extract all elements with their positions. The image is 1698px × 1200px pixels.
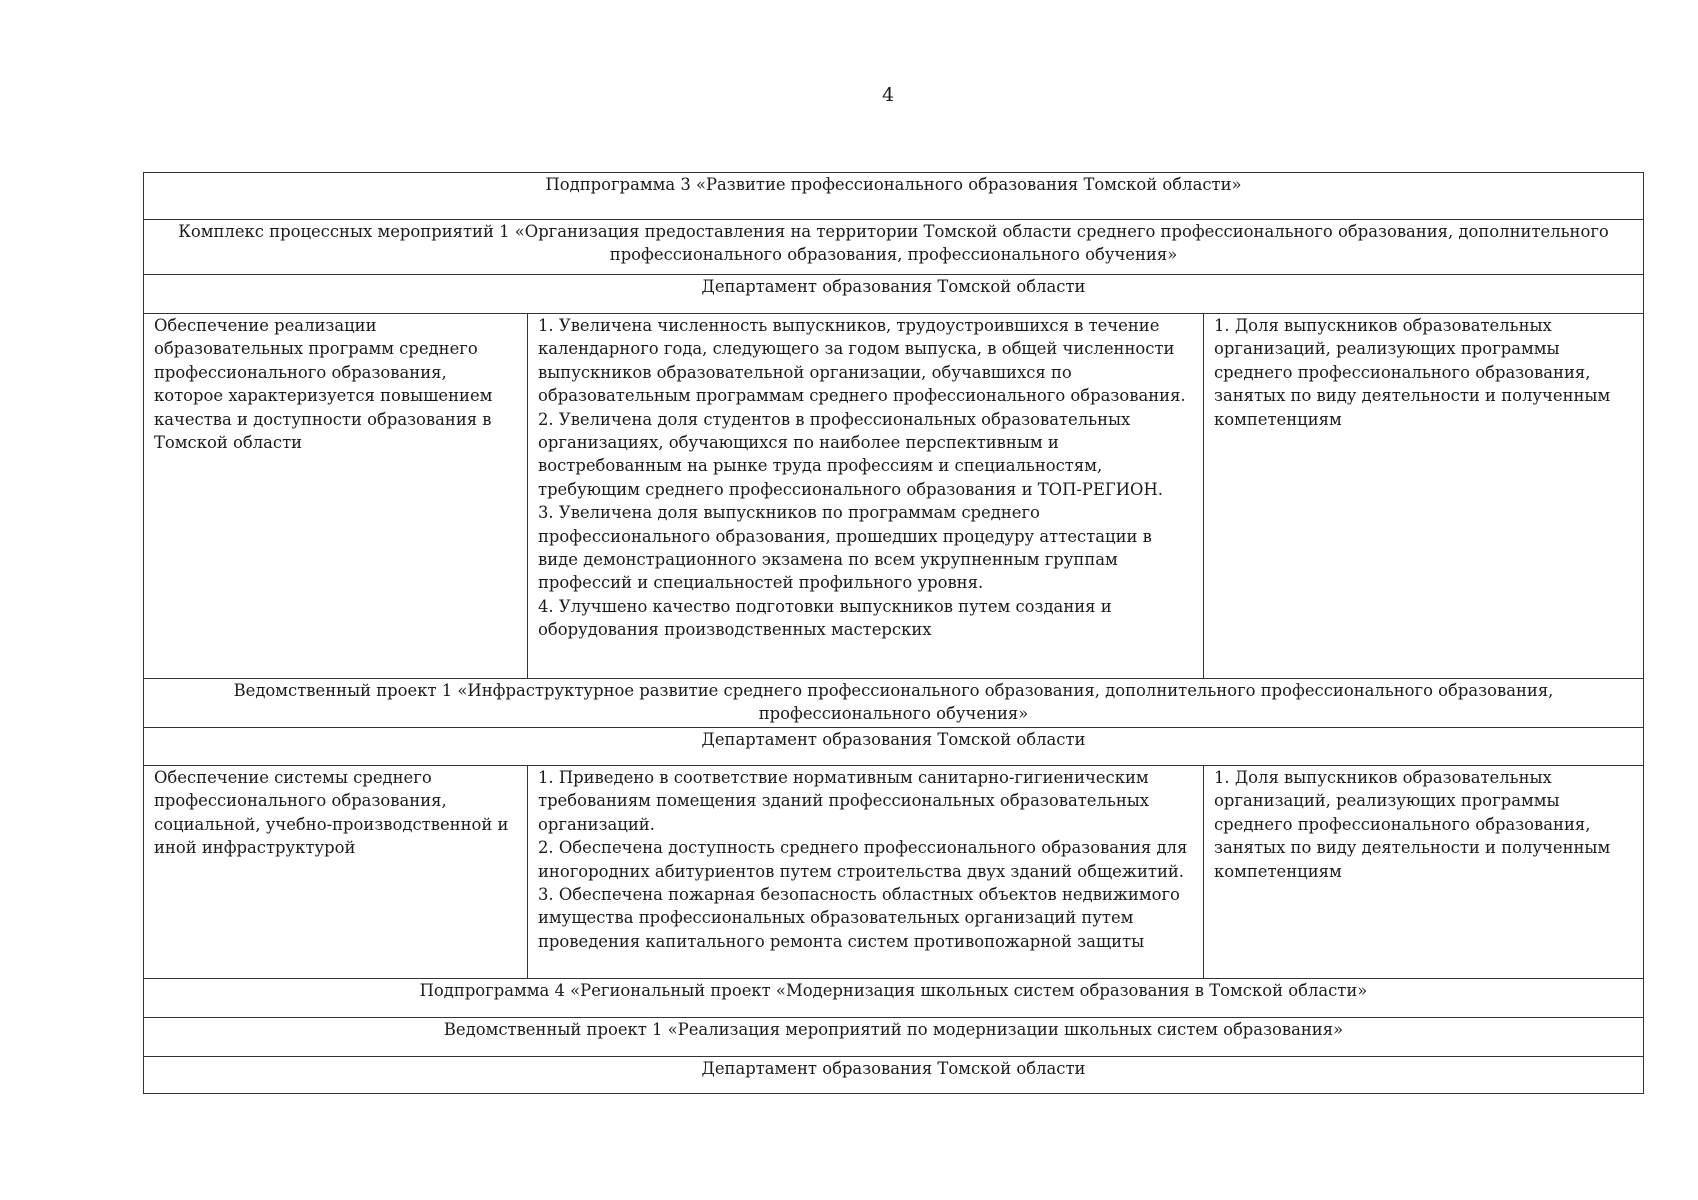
subprogram-3-row	[144, 173, 1644, 220]
page-number: 4	[881, 84, 895, 106]
task-cell-2: Обеспечение системы среднего профессионального образования, социальной, учебно-производственной и иной инфраструктурой	[144, 766, 528, 979]
task-cell-1: Обеспечение реализации образовательных программ среднего профессионального образования, которое характеризуется повышением качества и доступности образования в Томской области	[144, 314, 528, 679]
process-complex-1-heading: Комплекс процессных мероприятий 1 «Организация предоставления на территории Томской области среднего профессионального образования, дополнительного профессионального образования, профессионального обучения»	[144, 220, 1644, 275]
project-1-sub4-row	[144, 1018, 1644, 1057]
result-item: 1. Увеличена численность выпускников, трудоустроившихся в течение календарного года, следующего за годом выпуска, в общей численности выпускников образовательной организации, обучавшихся по образовательным программам среднего профессионального образования.	[538, 316, 1186, 406]
departmental-project-1-sub4-heading: Ведомственный проект 1 «Реализация мероприятий по модернизации школьных систем образования»	[144, 1018, 1644, 1057]
department-heading-1: Департамент образования Томской области	[144, 275, 1644, 314]
departmental-project-1-heading: Ведомственный проект 1 «Инфраструктурное развитие среднего профессионального образования, дополнительного профессионального образования, профессионального обучения»	[144, 679, 1644, 728]
table-row	[144, 766, 1644, 979]
program-table	[143, 172, 1644, 1094]
department-1-row	[144, 275, 1644, 314]
department-heading-3: Департамент образования Томской области	[144, 1057, 1644, 1094]
result-item: 2. Увеличена доля студентов в профессиональных образовательных организациях, обучающихся по наиболее перспективным и востребованным на рынке труда профессиям и специальностям, требующим среднего профессионального образования и ТОП-РЕГИОН.	[538, 409, 1163, 499]
result-item: 3. Обеспечена пожарная безопасность областных объектов недвижимого имущества профессиональных образовательных организаций путем проведения капитального ремонта систем противопожарной защиты	[538, 885, 1180, 951]
complex-1-row	[144, 220, 1644, 275]
result-item: 2. Обеспечена доступность среднего профессионального образования для иногородних абитуриентов путем строительства двух зданий общежитий.	[538, 838, 1188, 881]
indicator-cell-2: 1. Доля выпускников образовательных организаций, реализующих программы среднего профессионального образования, занятых по виду деятельности и полученным компетенциям	[1204, 766, 1644, 979]
table-row	[144, 314, 1644, 679]
department-2-row	[144, 728, 1644, 766]
results-cell-1	[528, 314, 1204, 679]
subprogram-4-row	[144, 979, 1644, 1018]
subprogram-3-heading: Подпрограмма 3 «Развитие профессионального образования Томской области»	[144, 173, 1644, 220]
results-cell-2	[528, 766, 1204, 979]
result-item: 3. Увеличена доля выпускников по программам среднего профессионального образования, прошедших процедуру аттестации в виде демонстрационного экзамена по всем укрупненным группам профессий и специальностей профильного уровня.	[538, 503, 1152, 593]
result-item: 1. Приведено в соответствие нормативным санитарно-гигиеническим требованиям помещения зданий профессиональных образовательных организаций.	[538, 768, 1150, 834]
subprogram-4-heading: Подпрограмма 4 «Региональный проект «Модернизация школьных систем образования в Томской области»	[144, 979, 1644, 1018]
project-1-row	[144, 679, 1644, 728]
department-3-row	[144, 1057, 1644, 1094]
result-item: 4. Улучшено качество подготовки выпускников путем создания и оборудования производственных мастерских	[538, 596, 1112, 640]
department-heading-2: Департамент образования Томской области	[144, 728, 1644, 766]
indicator-cell-1: 1. Доля выпускников образовательных организаций, реализующих программы среднего профессионального образования, занятых по виду деятельности и полученным компетенциям	[1204, 314, 1644, 679]
